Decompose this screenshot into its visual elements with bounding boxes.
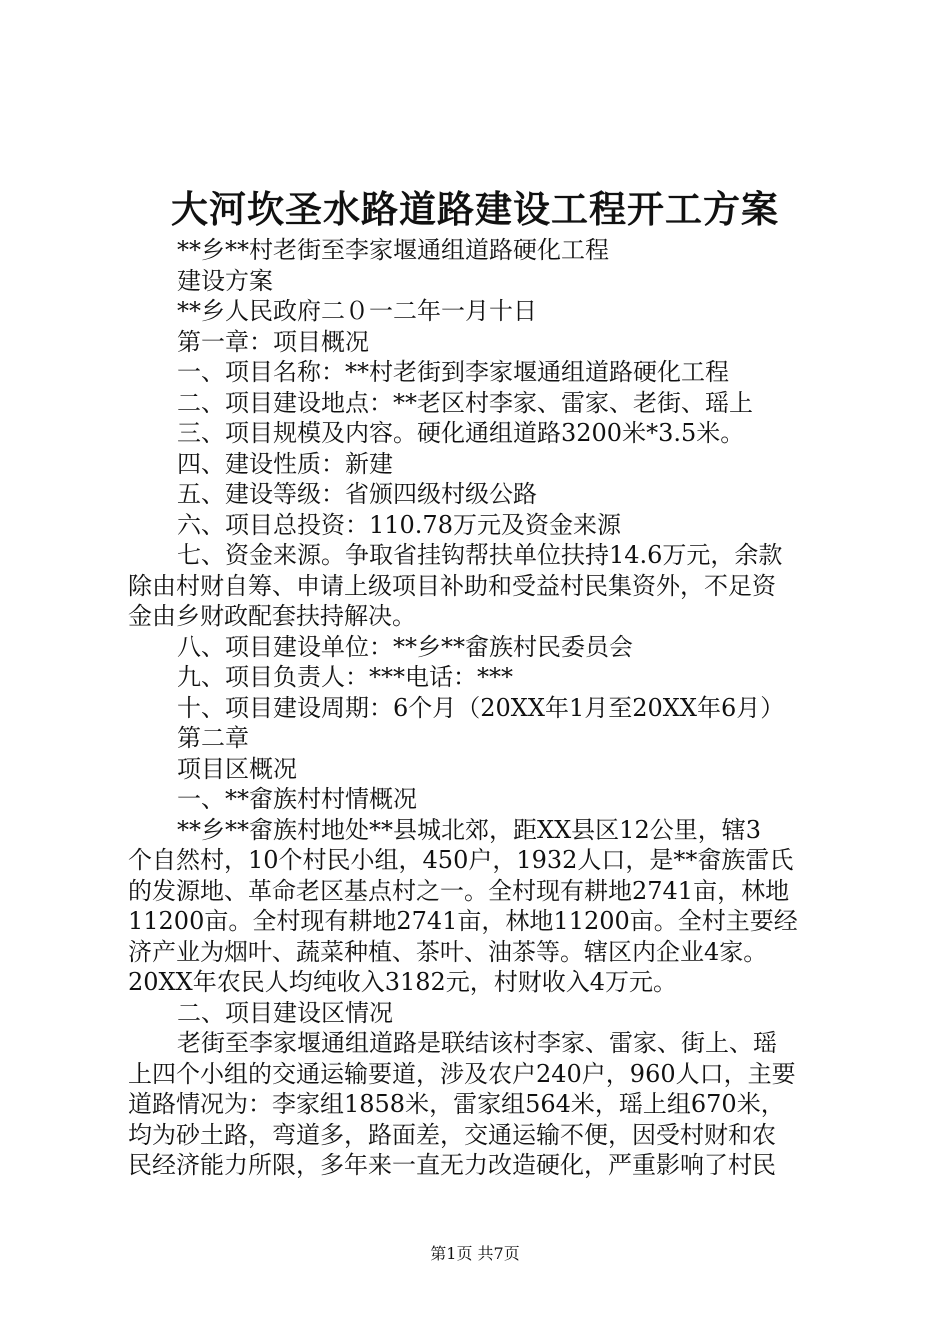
text-line: 二、项目建设区情况 [177,998,393,1027]
text-line: 八、项目建设单位：**乡**畲族村民委员会 [177,632,633,661]
text-line: 六、项目总投资：110.78万元及资金来源 [177,510,621,539]
text-line: 第二章 [177,724,249,752]
text-line: 11200亩。全村现有耕地2741亩，林地11200亩。全村主要经 [128,907,798,935]
text-line: 第一章：项目概况 [177,327,369,356]
text-line: 民经济能力所限，多年来一直无力改造硬化，严重影响了村民 [128,1151,776,1179]
text-line: 均为砂土路，弯道多，路面差，交通运输不便，因受村财和农 [128,1120,776,1149]
text-line: **乡**村老街至李家堰通组道路硬化工程 [177,236,609,264]
text-line: 道路情况为：李家组1858米，雷家组564米，瑶上组670米， [128,1090,785,1118]
page-footer: 第1页 共7页 [430,1244,520,1263]
text-line: 一、项目名称：**村老街到李家堰通组道路硬化工程 [177,358,729,386]
text-line: 的发源地、革命老区基点村之一。全村现有耕地2741亩，林地 [128,876,790,905]
text-line: 四、建设性质：新建 [177,449,393,478]
text-line: 个自然村，10个村民小组，450户，1932人口，是**畲族雷氏 [128,846,794,874]
document-body [128,235,850,1181]
text-line: 20XX年农民人均纯收入3182元，村财收入4万元。 [128,968,678,996]
text-line: 金由乡财政配套扶持解决。 [128,602,416,630]
text-line: 建设方案 [177,266,273,295]
text-line: 十、项目建设周期：6个月（20XX年1月至20XX年6月） [177,693,785,722]
text-line: 上四个小组的交通运输要道，涉及农户240户，960人口，主要 [128,1059,796,1088]
text-line: **乡**畲族村地处**县城北郊，距XX县区12公里，辖3 [177,815,761,844]
text-line: 三、项目规模及内容。硬化通组道路3200米*3.5米。 [177,419,745,447]
text-line: 九、项目负责人：***电话：*** [177,663,513,691]
text-line: 济产业为烟叶、蔬菜种植、茶叶、油茶等。辖区内企业4家。 [128,937,768,966]
text-line: 五、建设等级：省颁四级村级公路 [177,480,537,508]
text-line: 七、资金来源。争取省挂钩帮扶单位扶持14.6万元，余款 [177,541,783,569]
text-line: **乡人民政府二０一二年一月十日 [177,297,537,325]
document-title: 大河坎圣水路道路建设工程开工方案 [171,187,779,231]
text-line: 除由村财自筹、申请上级项目补助和受益村民集资外，不足资 [128,571,776,600]
text-line: 二、项目建设地点：**老区村李家、雷家、老街、瑶上 [177,388,753,417]
text-line: 一、**畲族村村情概况 [177,785,417,813]
text-line: 项目区概况 [177,754,297,783]
text-line: 老街至李家堰通组道路是联结该村李家、雷家、街上、瑶 [177,1029,777,1057]
